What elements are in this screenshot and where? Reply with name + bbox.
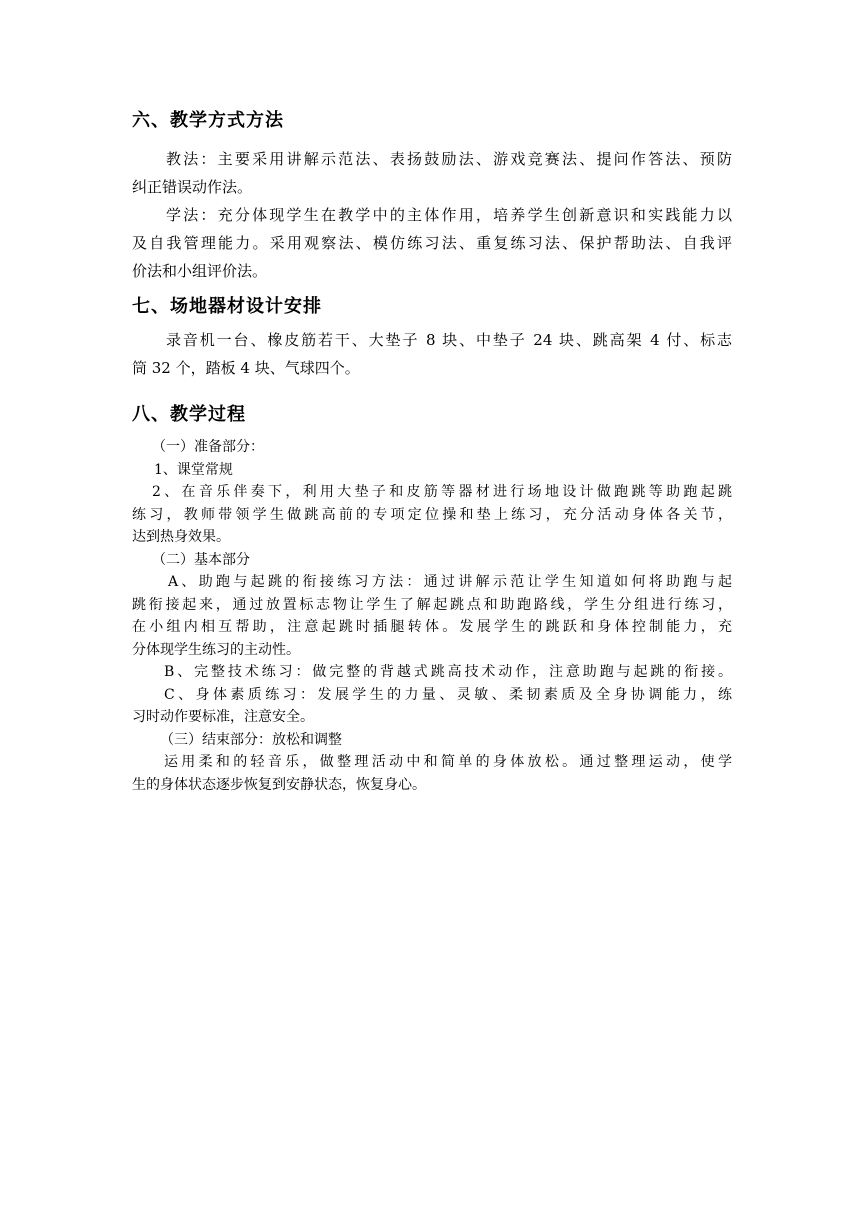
- text-line: 运用柔和的轻音乐，做整理活动中和简单的身体放松。通过整理运动，使学: [164, 754, 732, 770]
- text-line: 筒 32 个，踏板 4 块、气球四个。: [132, 359, 360, 377]
- subheading-ending: （三）结束部分：放松和调整: [160, 731, 342, 748]
- text-line: 价法和小组评价法。: [132, 262, 268, 280]
- text-line: 习时动作要标准，注意安全。: [132, 709, 314, 725]
- paragraph-teaching-methods: [132, 145, 732, 201]
- subheading-basic: （二）基本部分: [152, 551, 250, 568]
- text-line: 分体现学生练习的主动性。: [132, 641, 300, 658]
- section-heading-methods: 六、教学方式方法: [132, 110, 284, 131]
- text-line: C、身体素质练习：发展学生的力量、灵敏、柔韧素质及全身协调能力，练: [164, 686, 732, 703]
- text-line: 1、课堂常规: [154, 461, 233, 478]
- text-line: 及自我管理能力。采用观察法、模仿练习法、重复练习法、保护帮助法、自我评: [132, 234, 732, 252]
- text-line: 纠正错误动作法。: [132, 178, 253, 196]
- paragraph-learning-methods: [132, 201, 732, 285]
- text-line: B、完整技术练习：做完整的背越式跳高技术动作，注意助跑与起跳的衔接。: [164, 664, 732, 680]
- text-line: 教法：主要采用讲解示范法、表扬鼓励法、游戏竞赛法、提问作答法、预防: [166, 150, 732, 168]
- text-line: 生的身体状态逐步恢复到安静状态，恢复身心。: [132, 776, 426, 793]
- text-line: A、助跑与起跳的衔接练习方法：通过讲解示范让学生知道如何将助跑与起: [168, 574, 732, 590]
- text-line: 达到热身效果。: [132, 529, 230, 545]
- paragraph-teaching-process: [132, 436, 732, 796]
- text-line: 录音机一台、橡皮筋若干、大垫子 8 块、中垫子 24 块、跳高架 4 付、标志: [166, 331, 732, 349]
- text-line: 跳衔接起来，通过放置标志物让学生了解起跳点和助跑路线，学生分组进行练习，: [132, 596, 732, 613]
- section-heading-equipment: 七、场地器材设计安排: [132, 296, 322, 317]
- text-line: 练习，教师带领学生做跳高前的专项定位操和垫上练习，充分活动身体各关节，: [132, 506, 732, 523]
- section-heading-process: 八、教学过程: [132, 404, 246, 425]
- subheading-preparation: （一）准备部分：: [152, 439, 264, 455]
- text-line: 在小组内相互帮助，注意起跳时插腿转体。发展学生的跳跃和身体控制能力，充: [132, 619, 732, 635]
- paragraph-equipment: [132, 326, 732, 382]
- text-line: 2、在音乐伴奏下，利用大垫子和皮筋等器材进行场地设计做跑跳等助跑起跳: [152, 484, 732, 500]
- text-line: 学法：充分体现学生在教学中的主体作用，培养学生创新意识和实践能力以: [166, 206, 732, 224]
